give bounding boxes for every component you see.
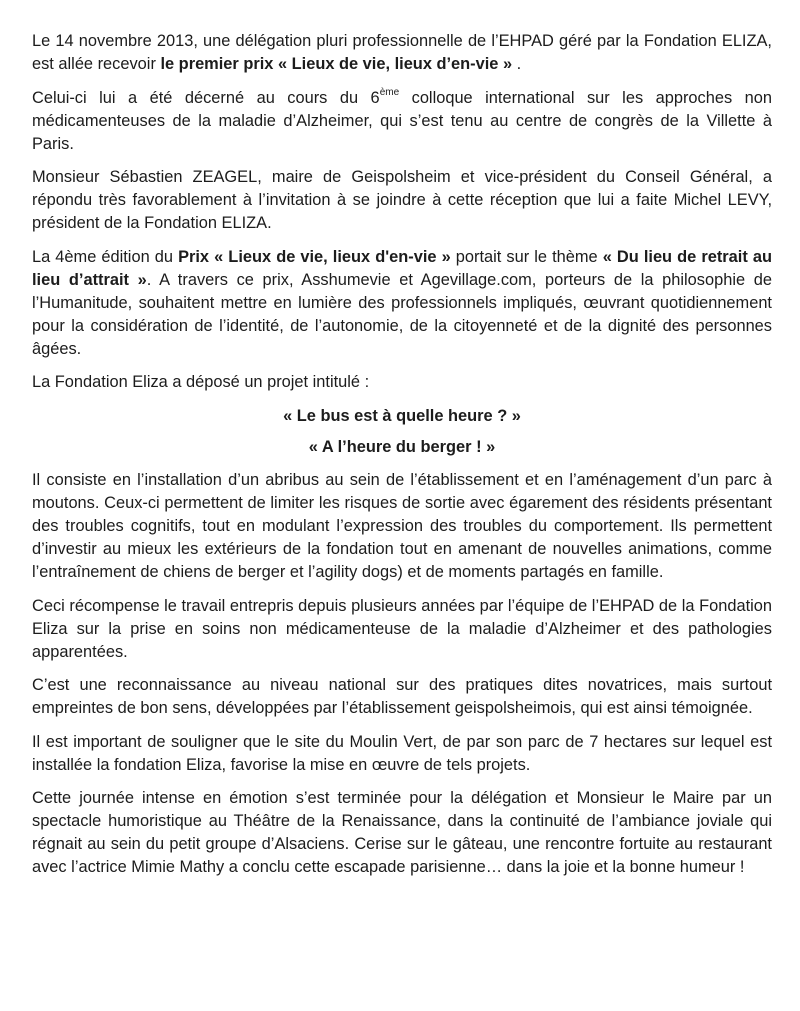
paragraph-mayor: Monsieur Sébastien ZEAGEL, maire de Geispolsheim et vice-président du Conseil Général, a répondu très favorablement à l’invitation à se joindre à cette réception que lui a faite Michel LEVY, président de la Fondation ELIZA. [32,168,772,232]
paragraph-text: colloque international sur les approches non médicamenteuses de la maladie d’Alzheimer, qui s’est tenu au centre de congrès de la Villette à Paris. [32,88,772,153]
superscript-ordinal: ème [379,87,400,99]
paragraph-closing: Cette journée intense en émotion s’est terminée pour la délégation et Monsieur le Maire par un spectacle humoristique au Théâtre de la Renaissance, dans la continuité de l’ambiance joviale qui régnait au sein du petit groupe d’Alsaciens. Cerise sur le gâteau, une rencontre fortuite au restaurant avec l’actrice Mimie Mathy a conclu cette escapade parisienne… dans la joie et la bonne humeur ! [32,789,772,876]
document-page [32,30,772,890]
paragraph-text: . [512,55,522,73]
project-title-line-2: « A l’heure du berger ! » [308,437,496,456]
award-name-bold: le premier prix « Lieux de vie, lieux d’en-vie » [160,55,513,73]
paragraph-text: Le 14 novembre 2013, une délégation pluri professionnelle de l’EHPAD géré par la Fondation ELIZA, est allée recevoir [32,32,772,73]
paragraph-project-intro: La Fondation Eliza a déposé un projet intitulé : [32,373,370,391]
paragraph-text: Celui-ci lui a été décerné au cours du 6 [32,88,380,107]
prize-name-bold: Prix « Lieux de vie, lieux d'en-vie » [178,247,451,266]
theme-bold: « Du lieu de retrait au lieu d’attrait » [32,247,773,289]
paragraph-award-announcement [32,30,772,76]
paragraph-prize-edition [32,246,772,361]
paragraph-moulin-vert: Il est important de souligner que le site du Moulin Vert, de par son parc de 7 hectares sur lequel est installée la fondation Eliza, favorise la mise en œuvre de tels projets. [32,732,772,774]
paragraph-recognition-work: Ceci récompense le travail entrepris depuis plusieurs années par l’équipe de l’EHPAD de la Fondation Eliza sur la prise en soins non médicamenteuse de la maladie d’Alzheimer et des pathologies apparentées. [32,596,772,661]
paragraph-text: portait sur le thème [450,247,603,266]
paragraph-text: La 4ème édition du [32,247,179,266]
paragraph-text: . A travers ce prix, Asshumevie et Agevillage.com, porteurs de la philosophie de l’Humanitude, souhaitent mettre en lumière des professionnels impliqués, œuvrant quotidiennement pour la considération de l’identité, de l’autonomie, de la citoyenneté et de la dignité des personnes âgées. [32,270,772,358]
paragraph-colloquium [32,87,772,156]
paragraph-project-description: Il consiste en l’installation d’un abribus au sein de l’établissement et en l’aménagement d’un parc à moutons. Ceux-ci permettent de limiter les risques de sortie avec égarement des résidents présentant des troubles cognitifs, tout en modulant l’expression des troubles du comportement. Ils permettent d’investir au mieux les extérieurs de la fondation tout en amenant de nouvelles animations, comme l’entraînement de chiens de berger et l’agility dogs) et de moments partagés en famille. [32,471,772,581]
paragraph-national-recognition: C’est une reconnaissance au niveau national sur des pratiques dites novatrices, mais surtout empreintes de bon sens, développées par l’établissement geispolsheimois, qui est ainsi témoignée. [32,676,772,717]
project-title-line-1: « Le bus est à quelle heure ? » [283,406,521,425]
